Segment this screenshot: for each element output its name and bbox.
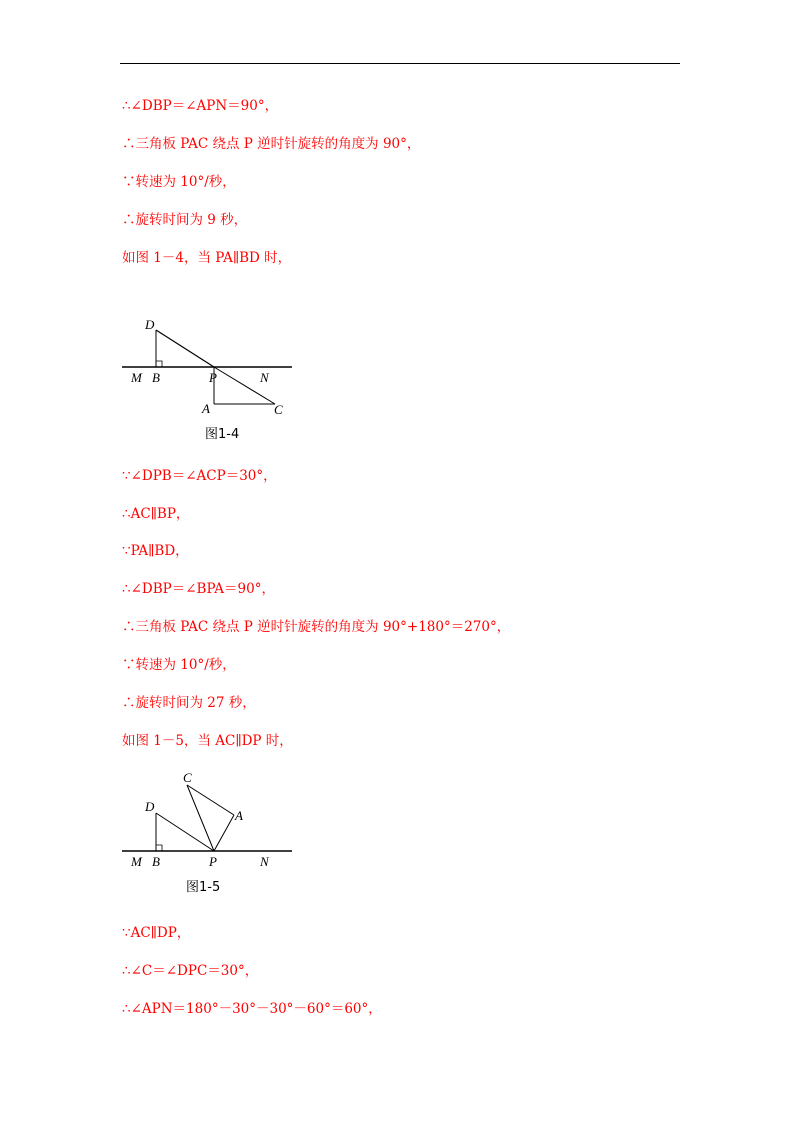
text-line: ∵PA∥BD， bbox=[122, 543, 189, 559]
label-a: A bbox=[202, 401, 210, 416]
text-line: ∵∠DPB＝∠ACP＝30°， bbox=[122, 468, 277, 484]
text-line: 如图 1－4，当 PA∥BD 时， bbox=[122, 250, 292, 266]
segment-pa bbox=[214, 815, 234, 851]
label-m: M bbox=[131, 854, 142, 869]
label-c: C bbox=[274, 402, 283, 417]
text-line: ∴∠C＝∠DPC＝30°， bbox=[122, 963, 259, 979]
label-c: C bbox=[183, 770, 192, 785]
header-rule bbox=[120, 63, 680, 64]
figure-1-4 bbox=[120, 310, 300, 445]
figure-1-5 bbox=[120, 765, 300, 900]
label-a: A bbox=[235, 808, 243, 823]
text-line: ∴三角板 PAC 绕点 P 逆时针旋转的角度为 90°， bbox=[122, 136, 421, 152]
label-p: P bbox=[209, 370, 217, 385]
segment-ca bbox=[187, 785, 234, 815]
text-line: ∵转速为 10°/秒， bbox=[122, 174, 236, 190]
segment-pc bbox=[187, 785, 214, 851]
right-angle-mark-b bbox=[156, 845, 162, 851]
text-line: ∴∠DBP＝∠BPA＝90°， bbox=[122, 581, 275, 597]
text-line: ∴∠APN＝180°－30°－30°－60°＝60°， bbox=[122, 1001, 382, 1017]
text-line: ∴∠DBP＝∠APN＝90°， bbox=[122, 98, 279, 114]
text-line: ∵转速为 10°/秒， bbox=[122, 657, 236, 673]
label-n: N bbox=[260, 370, 269, 385]
text-line: ∴AC∥BP， bbox=[122, 506, 190, 522]
text-line: 如图 1－5，当 AC∥DP 时， bbox=[122, 733, 293, 749]
segment-dp bbox=[156, 330, 214, 367]
label-p: P bbox=[209, 854, 217, 869]
label-m: M bbox=[131, 370, 142, 385]
label-b: B bbox=[152, 370, 160, 385]
figure-caption: 图1-4 bbox=[205, 427, 240, 442]
label-n: N bbox=[260, 854, 269, 869]
right-angle-mark-b bbox=[156, 361, 162, 367]
segment-dp bbox=[156, 813, 214, 851]
label-d: D bbox=[145, 799, 155, 814]
label-d: D bbox=[145, 317, 155, 332]
text-line: ∴三角板 PAC 绕点 P 逆时针旋转的角度为 90°+180°＝270°， bbox=[122, 619, 511, 635]
label-b: B bbox=[152, 854, 160, 869]
figure-caption: 图1-5 bbox=[186, 880, 221, 895]
text-line: ∵AC∥DP， bbox=[122, 925, 191, 941]
text-line: ∴旋转时间为 27 秒， bbox=[122, 695, 256, 711]
text-line: ∴旋转时间为 9 秒， bbox=[122, 212, 248, 228]
